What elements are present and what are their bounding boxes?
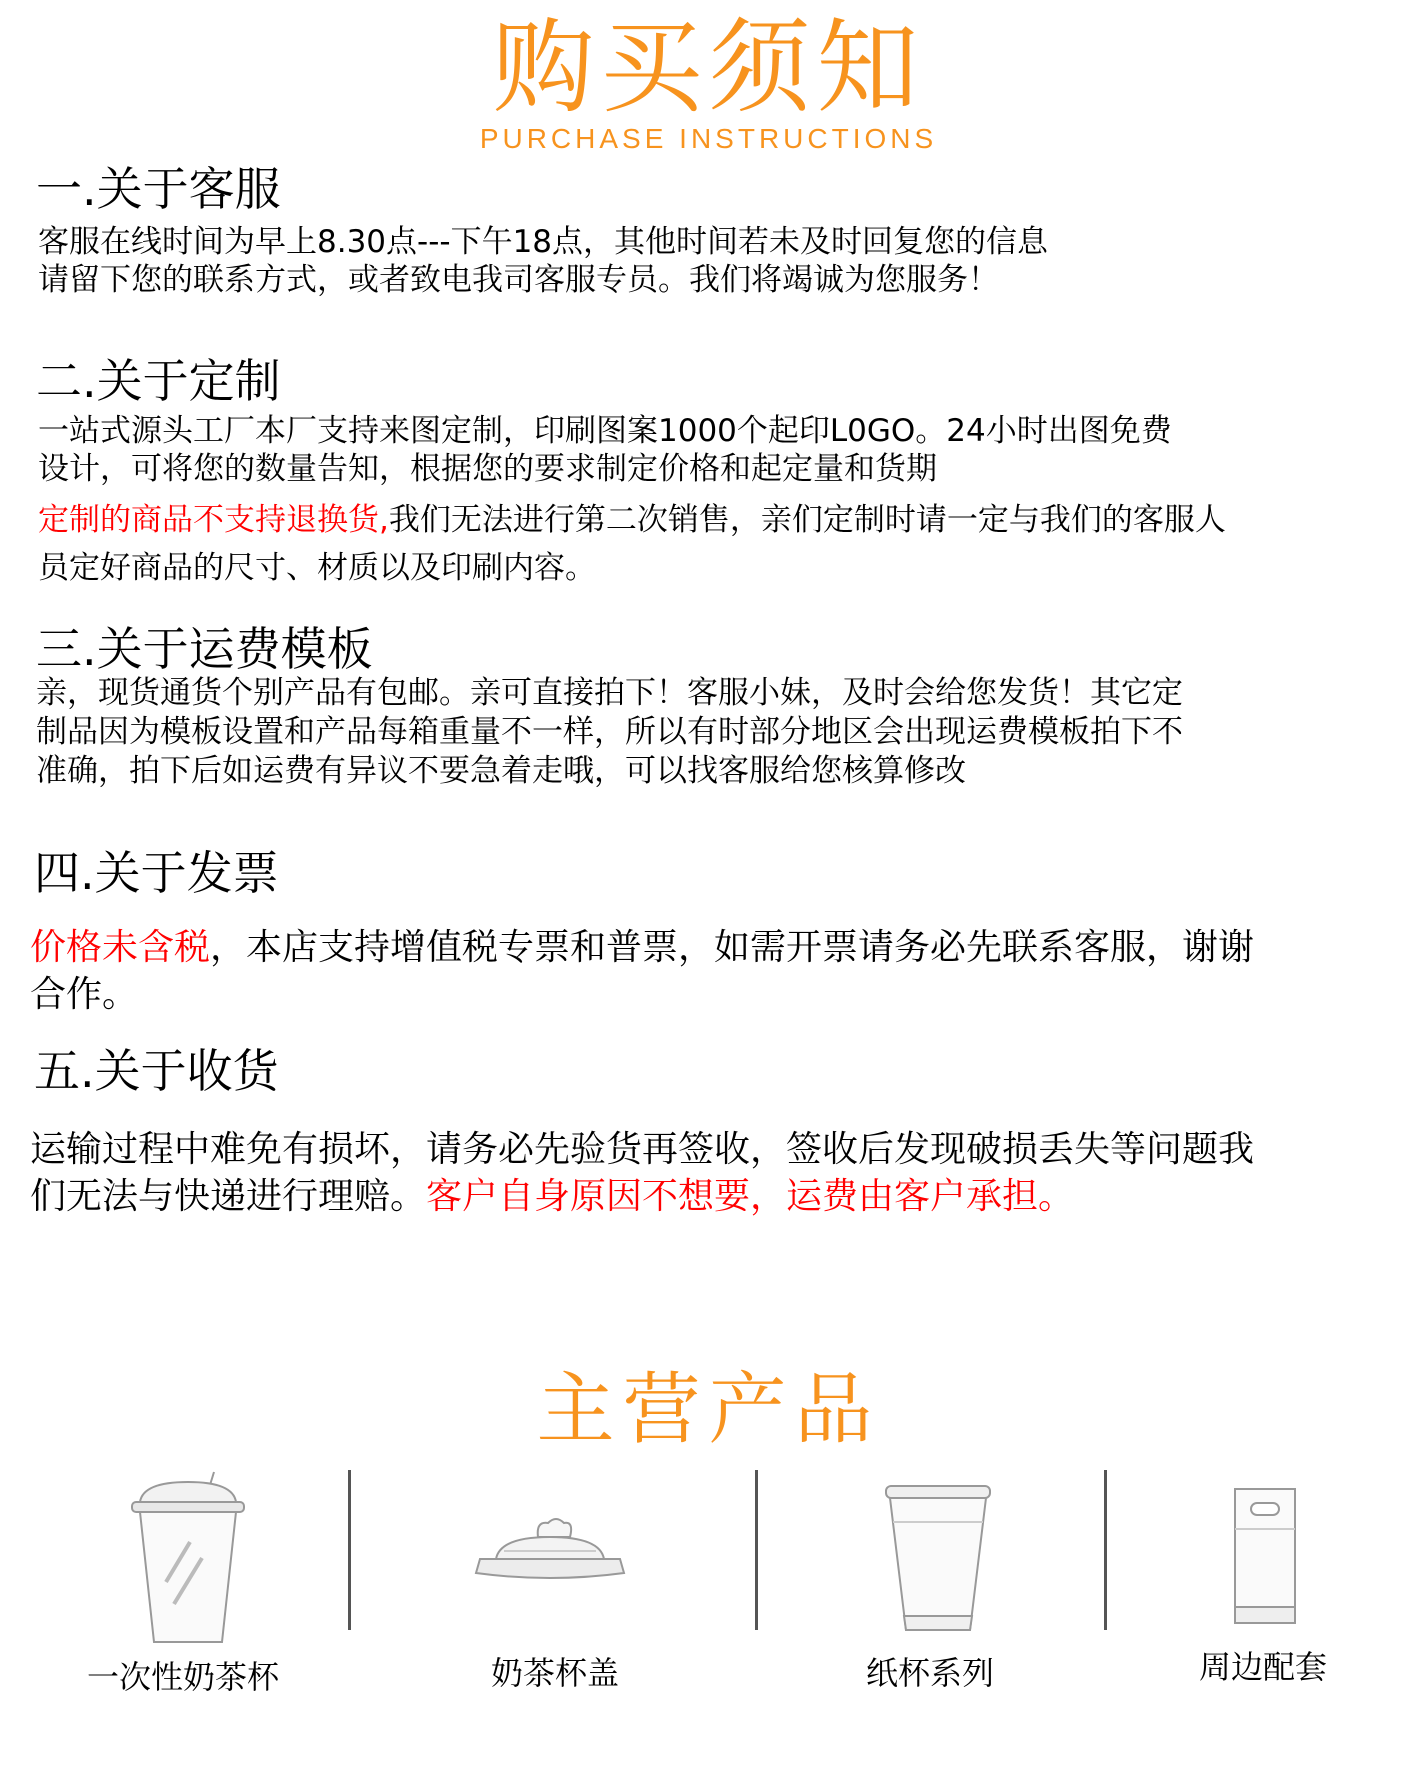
product-label-cup-lid: 奶茶杯盖 [490,1654,619,1692]
section-heading-receiving: 五.关于收货 [34,1044,279,1098]
divider [1104,1470,1107,1630]
customization-note-text: 我们无法进行第二次销售，亲们定制时请一定与我们的客服人 [388,502,1226,538]
product-label-disposable-cup: 一次性奶茶杯 [86,1658,279,1696]
receiving-text-line [30,1174,1074,1220]
carry-bag-icon [1225,1485,1305,1635]
section-text-line: 一站式源头工厂本厂支持来图定制，印刷图案1000个起印L0GO。24小时出图免费 [38,413,1172,449]
divider [755,1470,758,1630]
page-subtitle: PURCHASE INSTRUCTIONS [479,123,938,154]
section-text-line: 客服在线时间为早上8.30点---下午18点，其他时间若未及时回复您的信息 [38,224,1049,260]
product-label-paper-cup: 纸杯系列 [865,1654,994,1692]
return-shipping-warning: 客户自身原因不想要，运费由客户承担。 [426,1176,1075,1217]
receiving-text: 们无法与快递进行理赔。 [30,1176,427,1217]
customization-note [38,500,1226,540]
section-heading-invoice: 四.关于发票 [34,846,279,900]
plastic-cup-icon [118,1470,258,1655]
section-text-line: 员定好商品的尺寸、材质以及印刷内容。 [38,550,596,586]
section-heading-customization: 二.关于定制 [36,354,281,408]
product-label-accessories: 周边配套 [1198,1648,1327,1686]
invoice-text-line [30,925,1254,971]
section-heading-customer-service: 一.关于客服 [36,162,281,216]
section-text-line: 设计，可将您的数量告知，根据您的要求制定价格和起定量和货期 [38,451,937,487]
section-heading-shipping-template: 三.关于运费模板 [36,622,373,676]
paper-cup-icon [878,1482,998,1642]
products-title: 主营产品 [536,1365,881,1455]
section-text-line: 合作。 [30,974,139,1015]
section-text-line: 制品因为模板设置和产品每箱重量不一样，所以有时部分地区会出现运费模板拍下不 [36,714,1183,750]
cup-lid-icon [470,1515,630,1590]
section-text-line: 亲，现货通货个别产品有包邮。亲可直接拍下！客服小妹，及时会给您发货！其它定 [36,675,1183,711]
section-text-line: 请留下您的联系方式，或者致电我司客服专员。我们将竭诚为您服务！ [38,262,999,298]
divider [348,1470,351,1630]
tax-not-included-warning: 价格未含税 [30,927,211,968]
no-return-warning: 定制的商品不支持退换货, [38,502,389,538]
page-title: 购买须知 [492,9,925,128]
section-text-line: 运输过程中难免有损坏，请务必先验货再签收，签收后发现破损丢失等问题我 [30,1129,1255,1170]
invoice-text: ，本店支持增值税专票和普票，如需开票请务必先联系客服，谢谢 [210,927,1255,968]
section-text-line: 准确，拍下后如运费有异议不要急着走哦，可以找客服给您核算修改 [36,753,966,789]
